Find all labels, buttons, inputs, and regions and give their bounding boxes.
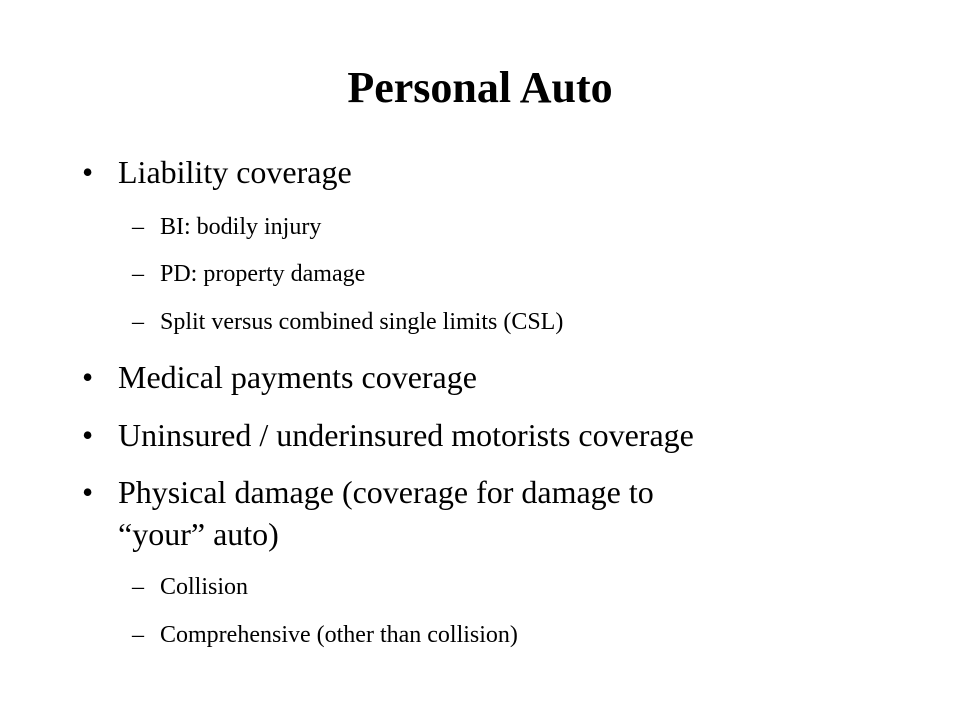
bullet-glyph: • [82, 154, 94, 190]
sub-bullet-collision-label: Collision [160, 574, 249, 600]
bullet-glyph: • [82, 417, 94, 453]
dash-glyph: – [132, 309, 144, 335]
dash-glyph: – [132, 622, 144, 648]
bullet-glyph: • [82, 359, 94, 395]
dash-glyph: – [132, 574, 144, 600]
bullet-uninsured-label: Uninsured / underinsured motorists coverage [118, 417, 694, 453]
dash-glyph: – [132, 261, 144, 287]
sub-bullet-bi-label: BI: bodily injury [160, 214, 322, 240]
bullet-glyph: • [82, 474, 94, 510]
bullet-liability-label: Liability coverage [118, 154, 352, 190]
bullet-medical-label: Medical payments coverage [118, 359, 477, 395]
slide-title: Personal Auto [347, 63, 613, 112]
sub-bullet-comprehensive-label: Comprehensive (other than collision) [160, 622, 518, 648]
sub-bullet-pd-label: PD: property damage [160, 261, 366, 287]
dash-glyph: – [132, 214, 144, 240]
sub-bullet-csl-label: Split versus combined single limits (CSL) [160, 309, 564, 335]
bullet-physical-label-line1: Physical damage (coverage for damage to [118, 474, 654, 510]
bullet-physical-label-line2: “your” auto) [118, 516, 279, 552]
